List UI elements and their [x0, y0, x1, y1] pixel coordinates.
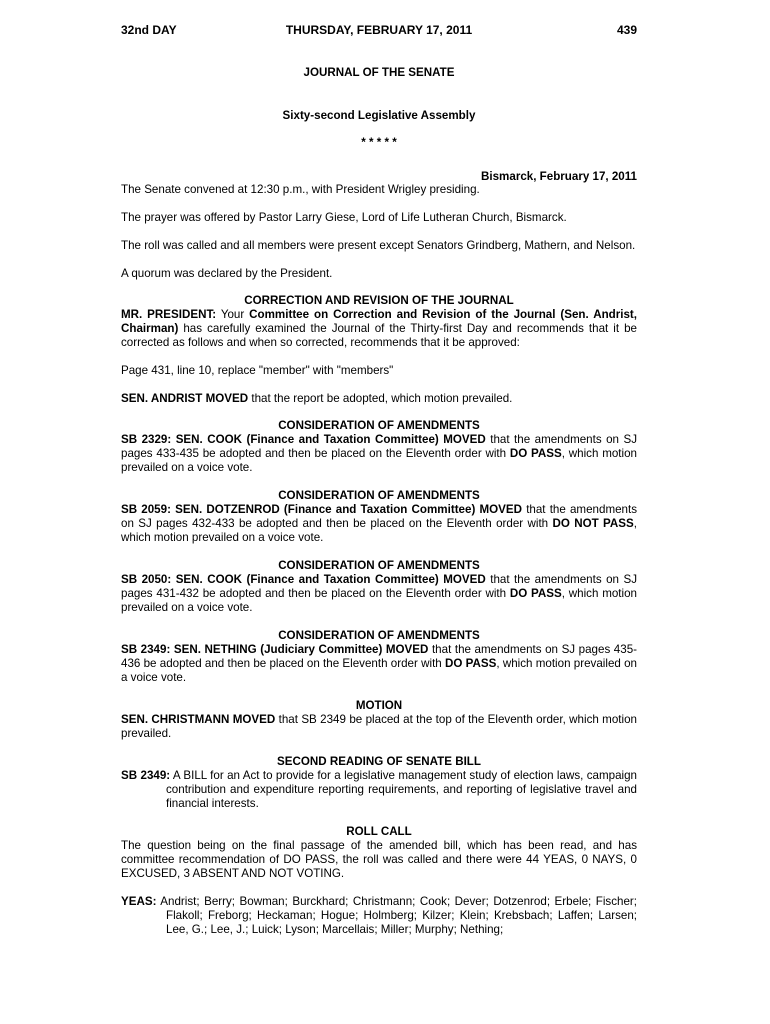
section-heading: SECOND READING OF SENATE BILL: [277, 755, 481, 768]
separator-stars: * * * * *: [361, 136, 397, 149]
section-heading: CONSIDERATION OF AMENDMENTS: [278, 489, 480, 502]
roll-call-paragraph: The question being on the final passage of the amended bill, which has been read, and has committee recommendation of DO PASS, the roll was called and there were 44 YEAS, 0 NAYS, 0 EXCUSED, 3 ABSENT AND NOT VOTING.: [121, 839, 637, 880]
paragraph-roll: The roll was called and all members were present except Senators Grindberg, Mathern, and Nelson.: [121, 239, 636, 252]
correction-line: Page 431, line 10, replace "member" with "members": [121, 364, 394, 377]
header-date: THURSDAY, FEBRUARY 17, 2011: [285, 23, 473, 37]
bill-paragraph: SB 2349: A BILL for an Act to provide for a legislative management study of election laws, campaign contribution and expenditure reporting requirements, and reporting of legislative travel and financial interests.: [121, 769, 637, 810]
paragraph-quorum: A quorum was declared by the President.: [121, 267, 333, 280]
journal-title: JOURNAL OF THE SENATE: [303, 66, 455, 79]
header-day: 32nd DAY: [121, 23, 177, 37]
committee-report: MR. PRESIDENT: Your Committee on Correction and Revision of the Journal (Sen. Andrist, Chairman) has carefully examined the Journal of the Thirty-first Day and recommends that it be corrected as follows and when so corrected, recommends that it be approved:: [121, 308, 637, 349]
section-heading: CONSIDERATION OF AMENDMENTS: [278, 559, 480, 572]
paragraph-convened: The Senate convened at 12:30 p.m., with President Wrigley presiding.: [121, 183, 480, 196]
amendment-paragraph: SB 2050: SEN. COOK (Finance and Taxation Committee) MOVED that the amendments on SJ pages 431-432 be adopted and then be placed on the Eleventh order with DO PASS, which motion prevailed on a voice vote.: [121, 573, 638, 614]
amendment-paragraph: SB 2059: SEN. DOTZENROD (Finance and Taxation Committee) MOVED that the amendments on SJ pages 432-433 be adopted and then be placed on the Eleventh order with DO NOT PASS, which motion prevailed on a voice vote.: [121, 503, 638, 544]
amendment-paragraph: SB 2329: SEN. COOK (Finance and Taxation Committee) MOVED that the amendments on SJ pages 433-435 be adopted and then be placed on the Eleventh order with DO PASS, which motion prevailed on a voice vote.: [121, 433, 638, 474]
section-heading: MOTION: [355, 699, 403, 712]
dateline: Bismarck, February 17, 2011: [481, 170, 637, 183]
assembly-subtitle: Sixty-second Legislative Assembly: [282, 109, 476, 122]
yeas-list: YEAS: Andrist; Berry; Bowman; Burckhard; Christmann; Cook; Dever; Dotzenrod; Erbele; Fischer; Flakoll; Freborg; Heckaman; Hogue; Holmberg; Kilzer; Klein; Krebsbach; Laffen; Larsen; Lee, G.; Lee, J.; Luick; Lyson; Marcellais; Miller; Murphy; Nething;: [121, 895, 637, 936]
section-heading: CONSIDERATION OF AMENDMENTS: [278, 419, 480, 432]
section-heading: CORRECTION AND REVISION OF THE JOURNAL: [244, 294, 514, 307]
header-page-number: 439: [616, 23, 637, 37]
adoption-motion: SEN. ANDRIST MOVED that the report be adopted, which motion prevailed.: [121, 392, 513, 405]
motion-paragraph: SEN. CHRISTMANN MOVED that SB 2349 be placed at the top of the Eleventh order, which motion prevailed.: [121, 713, 637, 740]
body-text: [121, 183, 637, 937]
amendment-paragraph: SB 2349: SEN. NETHING (Judiciary Committee) MOVED that the amendments on SJ pages 435-436 be adopted and then be placed on the Eleventh order with DO PASS, which motion prevailed on a voice vote.: [121, 643, 638, 684]
paragraph-prayer: The prayer was offered by Pastor Larry Giese, Lord of Life Lutheran Church, Bismarck.: [121, 211, 567, 224]
section-heading: CONSIDERATION OF AMENDMENTS: [278, 629, 480, 642]
section-heading: ROLL CALL: [346, 825, 412, 838]
